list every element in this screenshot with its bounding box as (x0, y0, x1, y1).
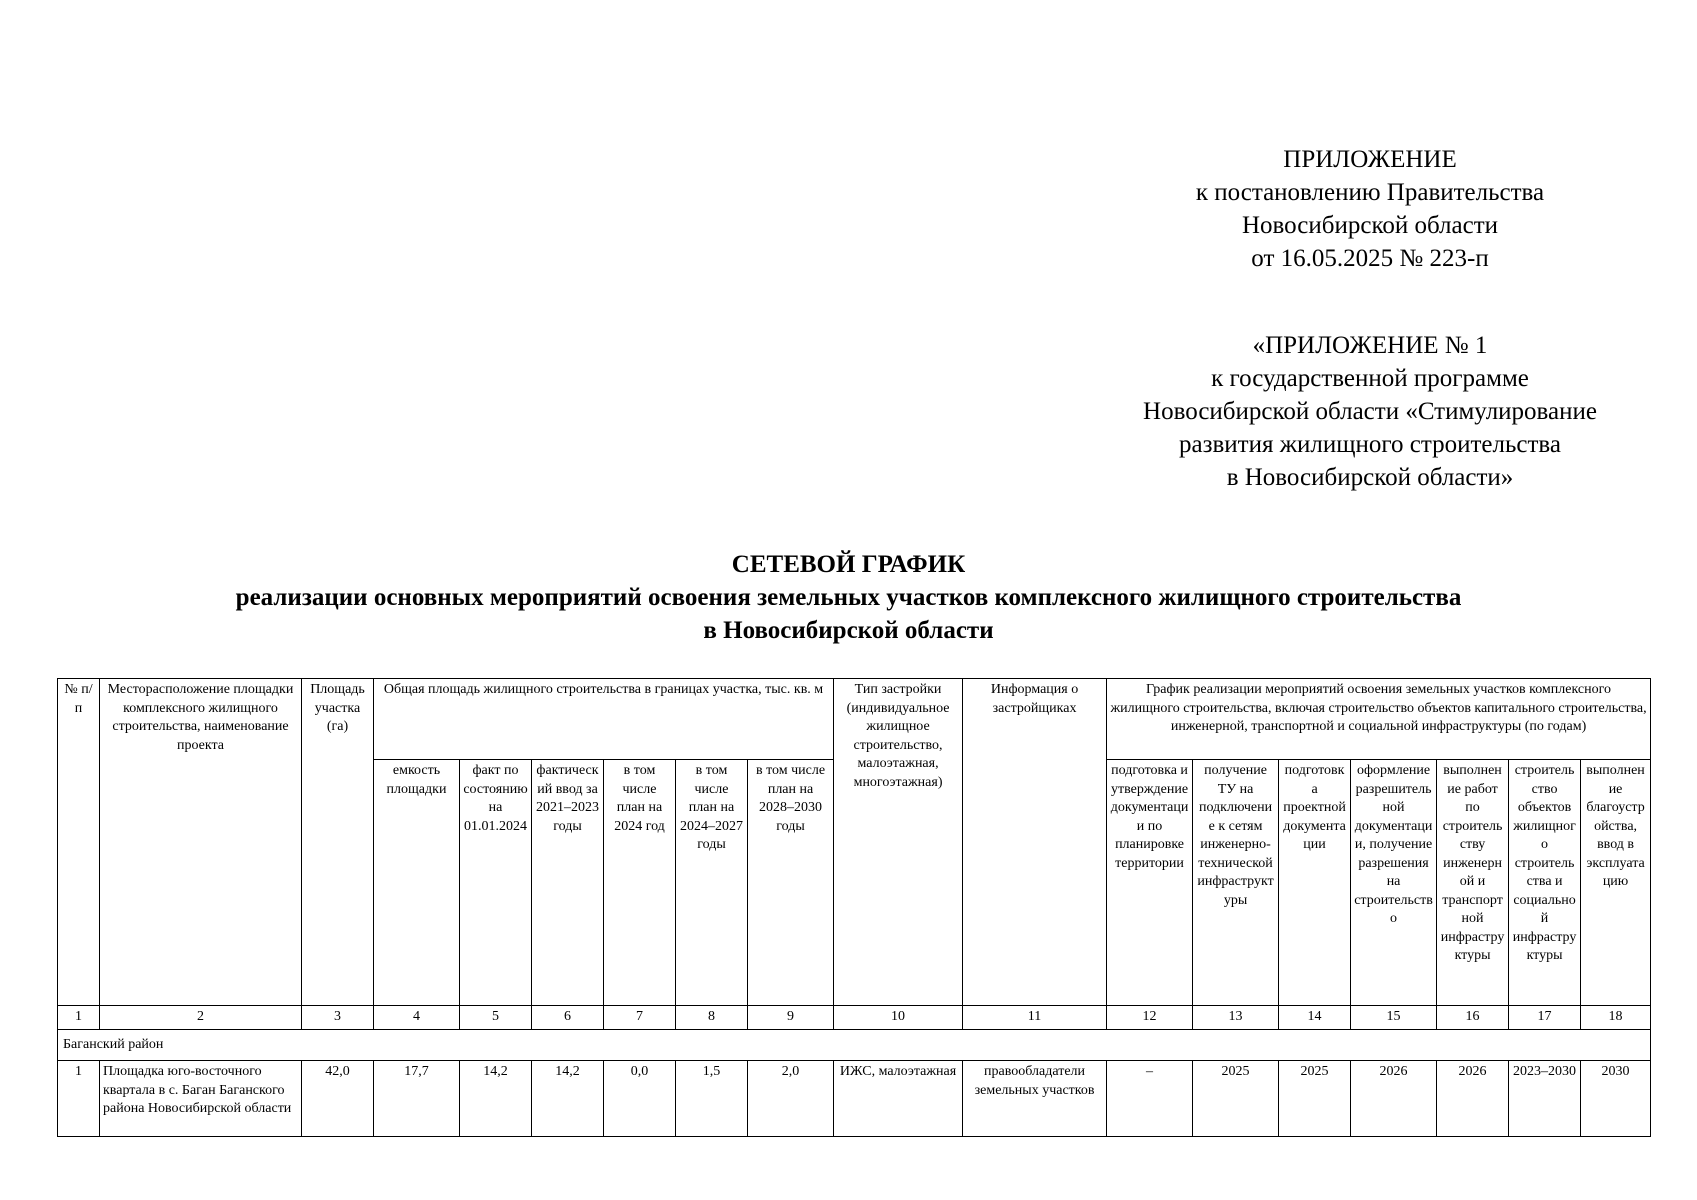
column-number: 13 (1193, 1006, 1279, 1030)
column-number-row (58, 1006, 1651, 1030)
district-name: Баганский район (58, 1030, 1651, 1061)
approval-line: ПРИЛОЖЕНИЕ (1283, 146, 1457, 173)
program-line: развития жилищного строительства (1179, 431, 1561, 458)
cell-plan-2028-2030: 2,0 (748, 1061, 834, 1137)
program-line: к государственной программе (1211, 365, 1529, 392)
header-cell: фактический ввод за 2021–2023 годы (532, 760, 604, 1006)
column-number: 15 (1351, 1006, 1437, 1030)
header-cell: выполнение благоустройства, ввод в эксплуатацию (1581, 760, 1651, 1006)
column-number: 14 (1279, 1006, 1351, 1030)
column-number: 8 (676, 1006, 748, 1030)
header-cell: подготовка и утверждение документации по планировке территории (1107, 760, 1193, 1006)
schedule-table (57, 678, 1651, 1137)
header-cell: Месторасположение площадки комплексного жилищного строительства, наименование проекта (100, 679, 302, 1006)
header-cell: Общая площадь жилищного строительства в границах участка, тыс. кв. м (374, 679, 834, 760)
cell-capacity: 17,7 (374, 1061, 460, 1137)
header-cell: строительство объектов жилищного строительства и социальной инфраструктуры (1509, 760, 1581, 1006)
cell-permits: 2026 (1351, 1061, 1437, 1137)
program-line: в Новосибирской области» (1226, 464, 1514, 491)
cell-actual-input: 14,2 (532, 1061, 604, 1137)
cell-fact: 14,2 (460, 1061, 532, 1137)
title-line: в Новосибирской области (703, 617, 994, 644)
column-number: 5 (460, 1006, 532, 1030)
column-number: 9 (748, 1006, 834, 1030)
approval-line: от 16.05.2025 № 223-п (1251, 245, 1489, 272)
header-cell: в том числе план на 2028–2030 годы (748, 760, 834, 1006)
header-row (58, 679, 1651, 760)
title-line: СЕТЕВОЙ ГРАФИК (731, 551, 966, 578)
header-cell: Тип застройки (индивидуальное жилищное строительство, малоэтажная, многоэтажная) (834, 679, 963, 1006)
column-number: 18 (1581, 1006, 1651, 1030)
cell-build-type: ИЖС, малоэтажная (834, 1061, 963, 1137)
approval-line: к постановлению Правительства (1195, 179, 1545, 206)
column-number: 17 (1509, 1006, 1581, 1030)
approval-block (1090, 143, 1650, 275)
cell-tech-conditions: 2025 (1193, 1061, 1279, 1137)
header-cell: Информация о застройщиках (963, 679, 1107, 1006)
column-number: 12 (1107, 1006, 1193, 1030)
header-cell: № п/п (58, 679, 100, 1006)
column-number: 2 (100, 1006, 302, 1030)
column-number: 7 (604, 1006, 676, 1030)
column-number: 11 (963, 1006, 1107, 1030)
cell-plan-2024-2027: 1,5 (676, 1061, 748, 1137)
cell-planning-docs: – (1107, 1061, 1193, 1137)
cell-num: 1 (58, 1061, 100, 1137)
cell-engineering-works: 2026 (1437, 1061, 1509, 1137)
program-line: «ПРИЛОЖЕНИЕ № 1 (1252, 332, 1488, 359)
header-cell: выполнение работ по строительству инженерной и транспортной инфраструктуры (1437, 760, 1509, 1006)
table-row (58, 1061, 1651, 1137)
column-number: 10 (834, 1006, 963, 1030)
header-cell: в том числе план на 2024–2027 годы (676, 760, 748, 1006)
cell-project-docs: 2025 (1279, 1061, 1351, 1137)
approval-line: Новосибирской области (1241, 212, 1499, 239)
cell-location: Площадка юго-восточного квартала в с. Баган Баганского района Новосибирской области (100, 1061, 302, 1137)
column-number: 6 (532, 1006, 604, 1030)
district-row (58, 1030, 1651, 1061)
header-cell: подготовка проектной документации (1279, 760, 1351, 1006)
header-cell: в том числе план на 2024 год (604, 760, 676, 1006)
header-cell: Площадь участка (га) (302, 679, 374, 1006)
header-cell: оформление разрешительной документации, получение разрешения на строительство (1351, 760, 1437, 1006)
program-block (1090, 329, 1650, 494)
cell-landscaping: 2030 (1581, 1061, 1651, 1137)
column-number: 3 (302, 1006, 374, 1030)
cell-area: 42,0 (302, 1061, 374, 1137)
column-number: 4 (374, 1006, 460, 1030)
column-number: 16 (1437, 1006, 1509, 1030)
column-number: 1 (58, 1006, 100, 1030)
cell-developers: правообладатели земельных участков (963, 1061, 1107, 1137)
title-line: реализации основных мероприятий освоения земельных участков комплексного жилищного строительства (235, 584, 1462, 611)
header-cell: емкость площадки (374, 760, 460, 1006)
cell-plan-2024: 0,0 (604, 1061, 676, 1137)
program-line: Новосибирской области «Стимулирование (1143, 398, 1597, 425)
cell-construction: 2023–2030 (1509, 1061, 1581, 1137)
header-cell: факт по состоянию на 01.01.2024 (460, 760, 532, 1006)
header-cell: получение ТУ на подключение к сетям инженерно-технической инфраструктуры (1193, 760, 1279, 1006)
document-title (0, 548, 1697, 647)
header-cell: График реализации мероприятий освоения земельных участков комплексного жилищного строительства, включая строительство объектов капитального строительства, инженерной, транспортной и социальной инфраструктуры (по годам) (1107, 679, 1651, 760)
